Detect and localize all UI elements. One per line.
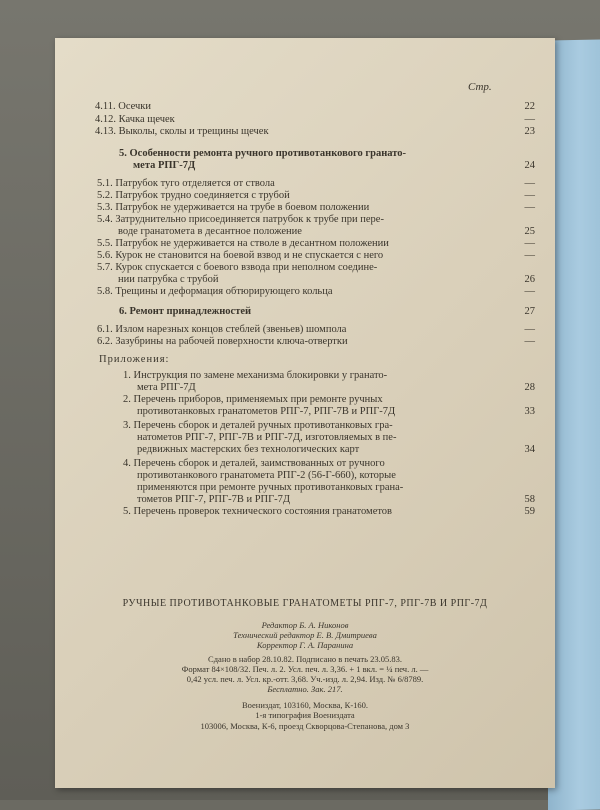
toc-entry: 4.12. Качка щечек [95, 114, 175, 125]
appendix-entry: 4. Перечень сборок и деталей, заимствованных от ручного [123, 458, 385, 469]
imprint-line: Бесплатно. Зак. 217. [267, 684, 343, 694]
blue-cover [548, 40, 600, 810]
toc-entry: воде гранатомета в десантное положение [118, 226, 302, 237]
appendix-entry: применяются при ремонте ручных противотанковых грана- [137, 482, 404, 493]
toc-page: 27 [524, 306, 535, 317]
toc-entry: 4.13. Выколы, сколы и трещины щечек [95, 126, 269, 137]
appendix-page: 33 [524, 406, 535, 417]
page-column-label: Стр. [468, 81, 492, 93]
appendix-entry: противотанкового гранатомета РПГ-2 (56-Г-660), которые [137, 470, 396, 481]
toc-entry: 5.7. Курок спускается с боевого взвода при неполном соедине- [97, 262, 378, 273]
toc-entry: 6.1. Излом нарезных концов стеблей (звеньев) шомпола [97, 324, 347, 335]
toc-entry: 6.2. Зазубрины на рабочей поверхности ключа-отвертки [97, 336, 348, 347]
toc-page: — [524, 178, 535, 189]
imprint-tech-editor: Технический редактор Е. В. Дмитриева [233, 630, 377, 640]
imprint-line: Формат 84×108/32. Печ. л. 2. Усл. печ. л. 3,36. + 1 вкл. = ¼ печ. л. — [181, 664, 429, 674]
appendix-entry: тометов РПГ-7, РПГ-7В и РПГ-7Д [137, 494, 291, 505]
toc-page: — [524, 114, 535, 125]
toc-page: — [524, 238, 535, 249]
toc-entry: 5.3. Патрубок не удерживается на трубе в боевом положении [97, 202, 370, 213]
toc-entry: 5.8. Трещины и деформация обтюрирующего кольца [97, 286, 333, 297]
toc-page: 25 [524, 226, 535, 237]
appendix-entry: мета РПГ-7Д [137, 382, 196, 393]
toc-page: 23 [524, 126, 535, 137]
appendix-entry: 2. Перечень приборов, применяемых при ремонте ручных [123, 394, 383, 405]
toc-page: 26 [524, 274, 535, 285]
imprint-editor: Редактор Б. А. Никонов [261, 620, 349, 630]
imprint-corrector: Корректор Г. А. Паранина [256, 640, 354, 650]
appendix-entry: редвижных мастерских без технологических карт [137, 444, 360, 455]
toc-entry: 5.1. Патрубок туго отделяется от ствола [97, 178, 275, 189]
toc-section-heading: мета РПГ-7Д [133, 160, 196, 171]
appendix-entry: 1. Инструкция по замене механизма блокировки у гранато- [123, 370, 388, 381]
toc-page: — [524, 202, 535, 213]
toc-page: — [524, 250, 535, 261]
appendix-page: 34 [524, 444, 535, 455]
toc-page: — [524, 336, 535, 347]
book-page [55, 38, 555, 788]
toc-page: 24 [524, 160, 535, 171]
toc-page: — [524, 324, 535, 335]
toc-entry: 5.5. Патрубок не удерживается на стволе в десантном положении [97, 238, 389, 249]
imprint-line: 0,42 усл. печ. л. Усл. кр.-отт. 3,68. Уч.-изд. л. 2,94. Изд. № 6/8789. [186, 674, 424, 684]
toc-page: — [524, 286, 535, 297]
toc-entry: нии патрубка с трубой [118, 274, 219, 285]
imprint-publisher: Воениздат, 103160, Москва, К-160. [241, 700, 369, 710]
appendix-entry: 3. Перечень сборок и деталей ручных противотанковых гра- [123, 420, 393, 431]
appendix-entry: натометов РПГ-7, РПГ-7В и РПГ-7Д, изготовляемых в пе- [137, 432, 397, 443]
imprint-line: Сдано в набор 28.10.82. Подписано в печать 23.05.83. [208, 654, 402, 664]
toc-section-heading: 5. Особенности ремонта ручного противотанкового гранато- [119, 148, 407, 159]
toc-entry: 4.11. Осечки [95, 101, 152, 112]
toc-page: 22 [524, 101, 535, 112]
imprint-address: 103006, Москва, К-6, проезд Скворцова-Степанова, дом 3 [200, 721, 410, 731]
appendix-entry: 5. Перечень проверок технического состояния гранатометов [123, 506, 393, 517]
toc-entry: 5.6. Курок не становится на боевой взвод и не спускается с него [97, 250, 384, 261]
imprint-title: РУЧНЫЕ ПРОТИВОТАНКОВЫЕ ГРАНАТОМЕТЫ РПГ-7, РПГ-7В И РПГ-7Д [122, 598, 488, 609]
toc-entry: 5.4. Затруднительно присоединяется патрубок к трубе при пере- [97, 214, 384, 225]
appendix-title: Приложения: [99, 354, 170, 365]
appendix-page: 28 [524, 382, 535, 393]
toc-page: — [524, 190, 535, 201]
appendix-page: 58 [524, 494, 535, 505]
toc-entry: 5.2. Патрубок трудно соединяется с трубой [97, 190, 290, 201]
appendix-entry: противотанковых гранатометов РПГ-7, РПГ-7В и РПГ-7Д [137, 406, 396, 417]
imprint-printer: 1-я типография Воениздата [255, 710, 355, 720]
toc-section-heading: 6. Ремонт принадлежностей [119, 306, 252, 317]
appendix-page: 59 [524, 506, 535, 517]
